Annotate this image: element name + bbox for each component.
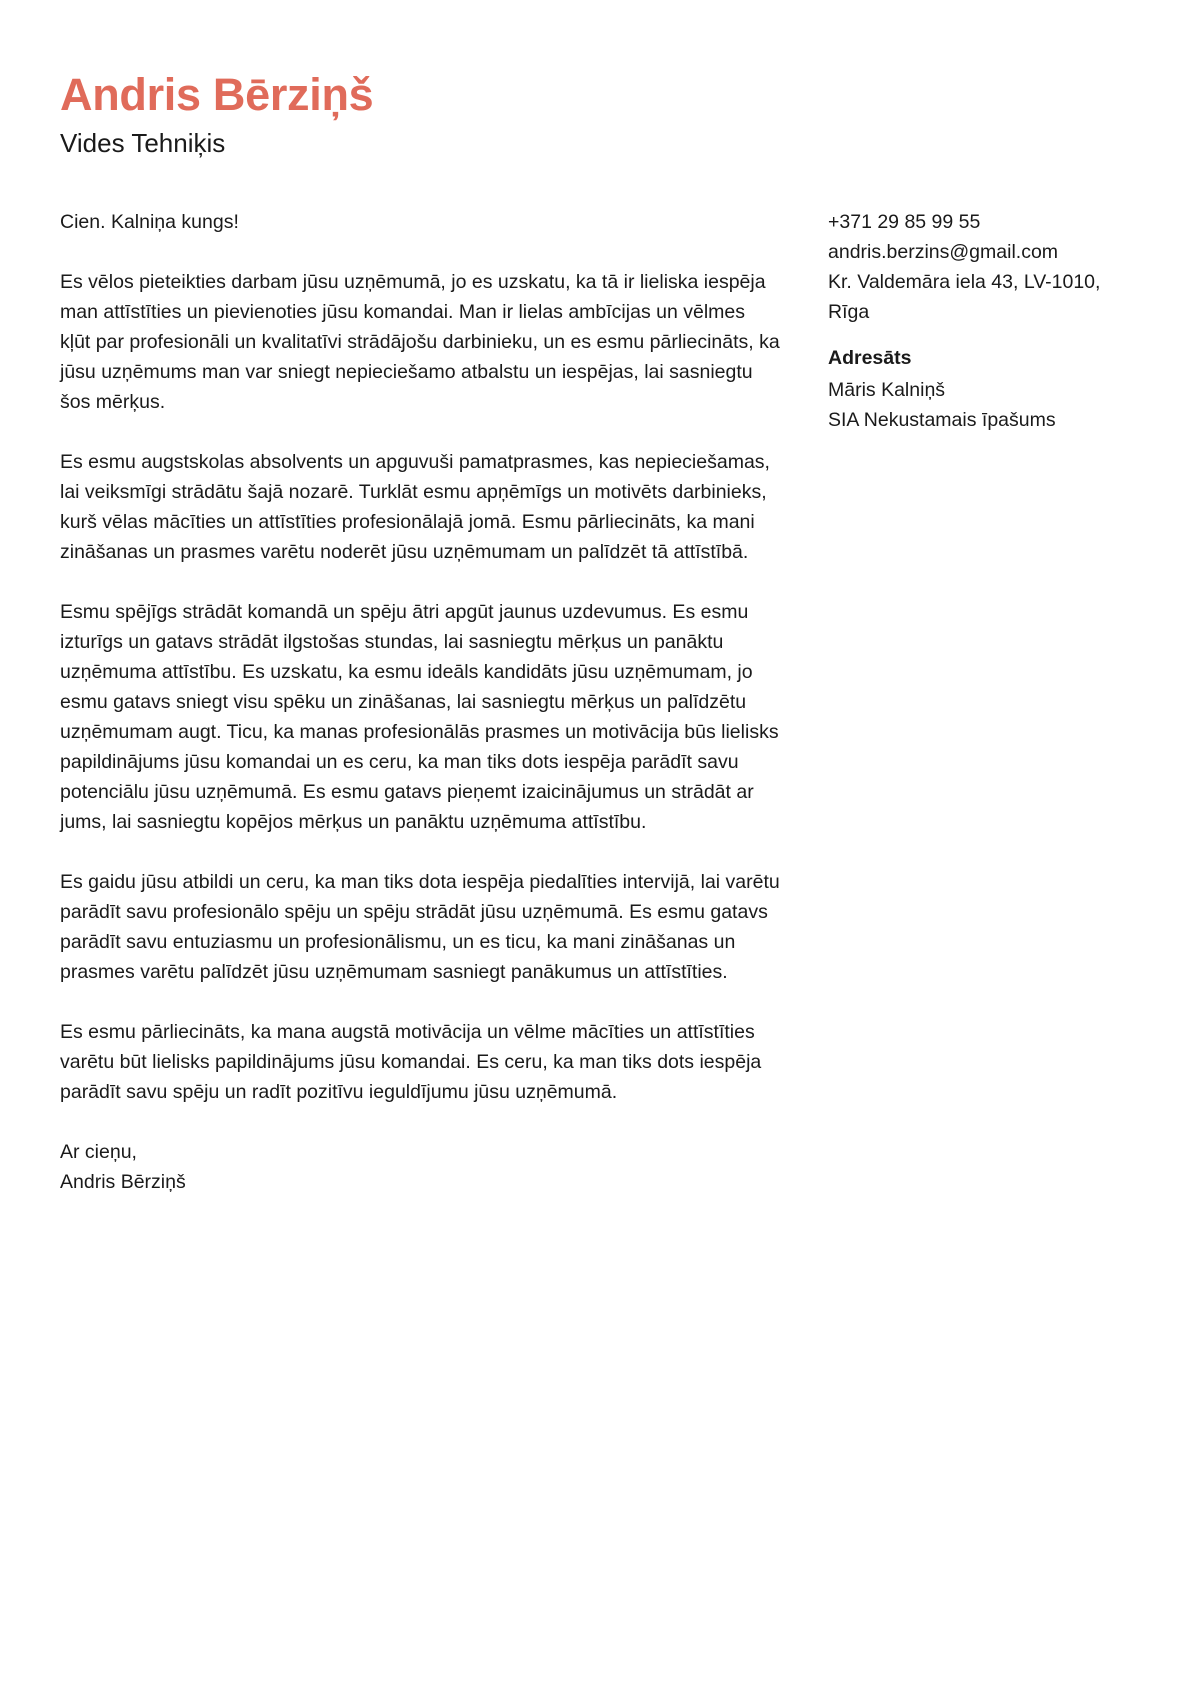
closing: Ar cieņu, (60, 1141, 137, 1163)
letter-body (60, 207, 780, 1197)
sidebar (828, 207, 1158, 435)
recipient-company: SIA Nekustamais īpašums (828, 409, 1056, 431)
paragraph-4: Es gaidu jūsu atbildi un ceru, ka man tiks dota iespēja piedalīties intervijā, lai varētu parādīt savu profesionālo spēju un spēju strādāt jūsu uzņēmumā. Es esmu gatavs parādīt savu entuziasmu un profesionālismu, un es ticu, ka mani zināšanas un prasmes varētu palīdzēt jūsu uzņēmumam sasniegt panākumus un attīstīties. (60, 871, 780, 983)
paragraph-3: Esmu spējīgs strādāt komandā un spēju ātri apgūt jaunus uzdevumus. Es esmu izturīgs un gatavs strādāt ilgstošas stundas, lai sasniegtu mērķus un panāktu uzņēmuma attīstību. Es uzskatu, ka esmu ideāls kandidāts jūsu uzņēmumam, jo esmu gatavs sniegt visu spēku un zināšanas, lai sasniegtu mērķus un palīdzētu uzņēmumam augt. Ticu, ka manas profesionālās prasmes un motivācija būs lielisks papildinājums jūsu komandai un es ceru, ka man tiks dots iespēja parādīt savu potenciālu jūsu uzņēmumā. Es esmu gatavs pieņemt izaicinājumus un strādāt ar jums, lai sasniegtu kopējos mērķus un panāktu uzņēmuma attīstību. (60, 601, 779, 833)
job-title: Vides Tehniķis (60, 128, 226, 158)
paragraph-2: Es esmu augstskolas absolvents un apguvuši pamatprasmes, kas nepieciešamas, lai veiksmīgi strādātu šajā nozarē. Turklāt esmu apņēmīgs un motivēts darbinieks, kurš vēlas mācīties un attīstīties profesionālajā jomā. Esmu pārliecināts, ka mani zināšanas un prasmes varētu noderēt jūsu uzņēmumam un palīdzēt tā attīstībā. (60, 451, 770, 563)
signature: Andris Bērziņš (60, 1171, 186, 1193)
paragraph-5: Es esmu pārliecināts, ka mana augstā motivācija un vēlme mācīties un attīstīties varētu būt lielisks papildinājums jūsu komandai. Es ceru, ka man tiks dots iespēja parādīt savu spēju un radīt pozitīvu ieguldījumu jūsu uzņēmumā. (60, 1021, 762, 1103)
contact-address-line1: Kr. Valdemāra iela 43, LV-1010, (828, 271, 1101, 293)
contact-phone: +371 29 85 99 55 (828, 211, 981, 233)
contact-address-line2: Rīga (828, 301, 870, 323)
salutation: Cien. Kalniņa kungs! (60, 211, 239, 233)
recipient-name: Māris Kalniņš (828, 379, 946, 401)
recipient-heading: Adresāts (828, 347, 912, 369)
applicant-name: Andris Bērziņš (60, 69, 374, 120)
paragraph-1: Es vēlos pieteikties darbam jūsu uzņēmumā, jo es uzskatu, ka tā ir lieliska iespēja man attīstīties un pievienoties jūsu komandai. Man ir lielas ambīcijas un vēlmes kļūt par profesionāli un kvalitatīvi strādājošu darbinieku, un es esmu pārliecināts, ka jūsu uzņēmums man var sniegt nepieciešamo atbalstu un iespējas, lai sasniegtu šos mērķus. (60, 271, 780, 413)
contact-email: andris.berzins@gmail.com (828, 241, 1059, 263)
